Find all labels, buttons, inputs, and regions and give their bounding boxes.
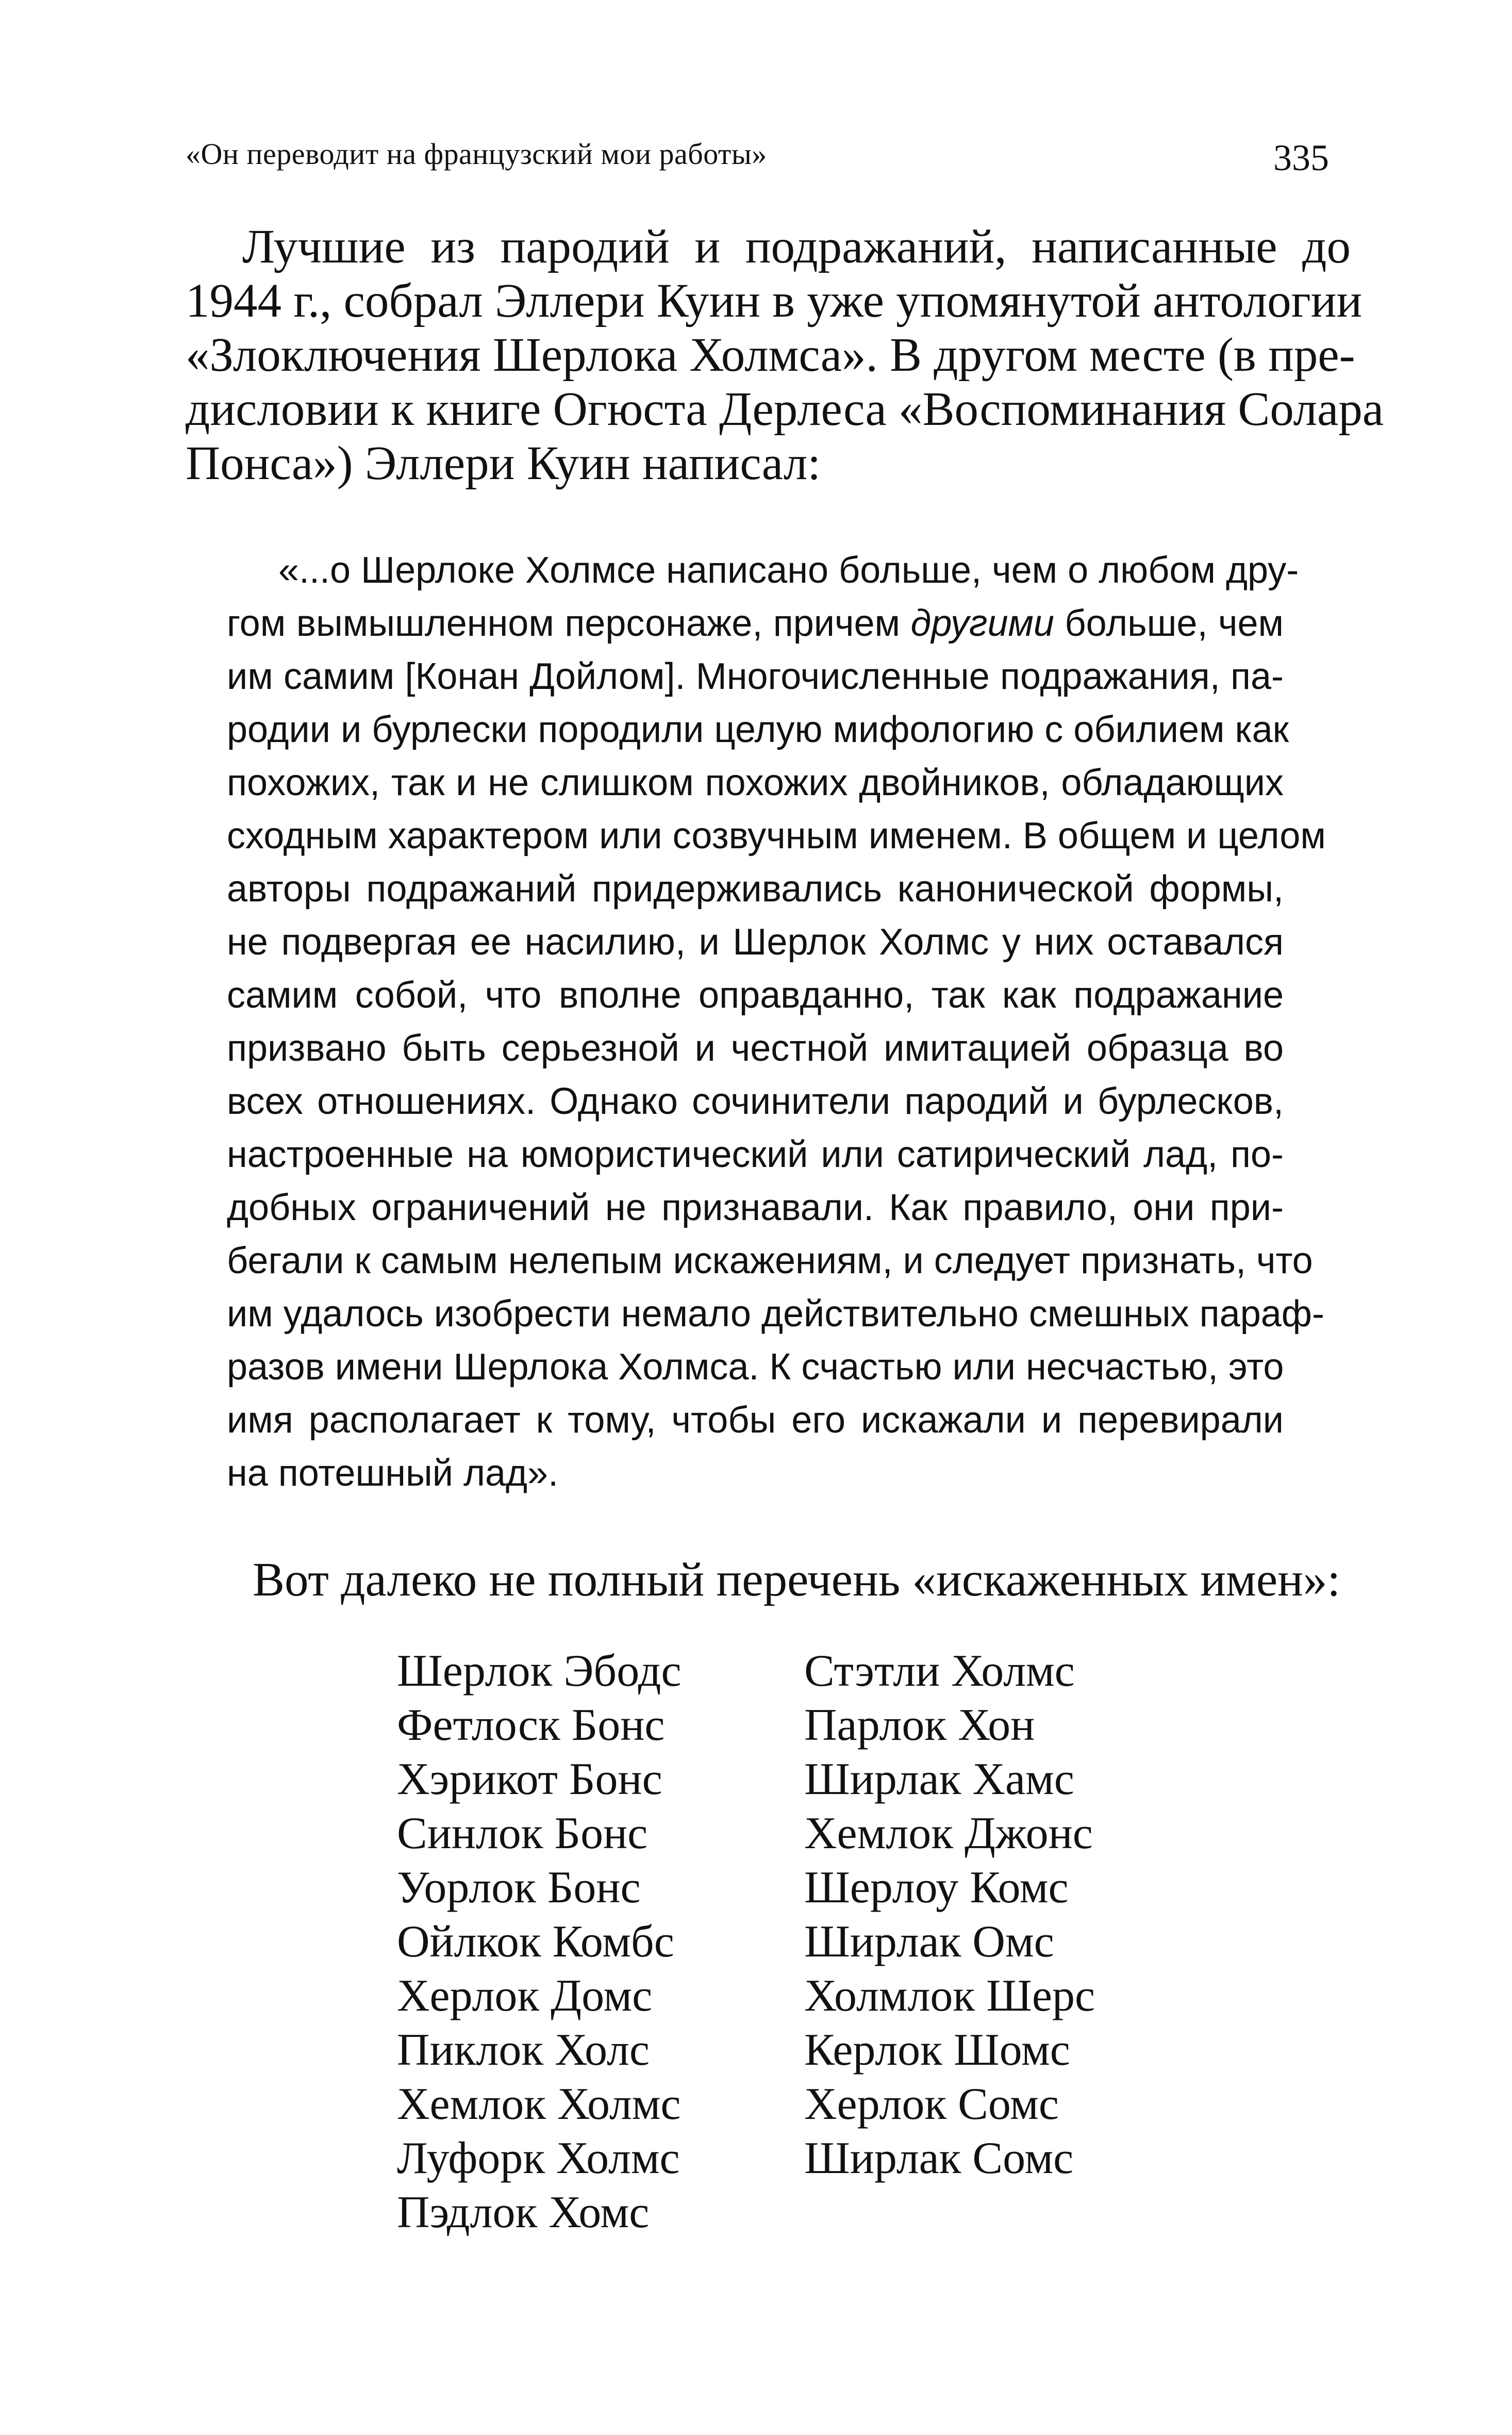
paragraph-line: дисловии к книге Огюста Дерлеса «Воспоминания Солара (186, 383, 1384, 436)
name-item: Стэтли Холмс (804, 1646, 1075, 1696)
running-title: «Он переводит на французский мои работы» (186, 137, 767, 171)
name-item: Ширлак Омс (804, 1917, 1054, 1967)
name-item: Шерлок Эбодс (397, 1646, 682, 1696)
quote-line: всех отношениях. Однако сочинители пародий и бурлесков, (227, 1081, 1284, 1122)
name-item: Синлок Бонс (397, 1808, 648, 1858)
quote-line: авторы подражаний придерживались канонической формы, (227, 868, 1284, 910)
quote-line: бегали к самым нелепым искажениям, и следует признать, что (227, 1240, 1313, 1281)
quote-line: им удалось изобрести немало действительно смешных параф- (227, 1293, 1324, 1335)
quote-line: похожих, так и не слишком похожих двойников, обладающих (227, 762, 1284, 803)
paragraph-line: 1944 г., собрал Эллери Куин в уже упомянутой антологии (186, 274, 1363, 327)
name-item: Пиклок Холс (397, 2025, 650, 2075)
page-number: 335 (1273, 137, 1329, 178)
quote-line: добных ограничений не признавали. Как правило, они при- (227, 1187, 1284, 1228)
quote-line: родии и бурлески породили целую мифологию с обилием как (227, 709, 1289, 750)
quote-line: самим собой, что вполне оправданно, так как подражание (227, 975, 1284, 1016)
name-item: Херлок Домс (397, 1971, 653, 2021)
quote-line: призвано быть серьезной и честной имитацией образца во (227, 1028, 1284, 1069)
name-item: Хемлок Джонс (804, 1808, 1093, 1858)
name-item: Хемлок Холмс (397, 2079, 681, 2129)
name-item: Ойлкок Комбс (397, 1917, 674, 1967)
quote-line: имя располагает к тому, чтобы его искажали и перевирали (227, 1400, 1284, 1441)
name-item: Керлок Шомс (804, 2025, 1070, 2075)
paragraph-line: «Злоключения Шерлока Холмса». В другом месте (в пре- (186, 328, 1355, 382)
quote-line: «...о Шерлоке Холмсе написано больше, чем о любом дру- (278, 550, 1299, 591)
quote-line: на потешный лад». (227, 1453, 559, 1494)
paragraph-line: Понса») Эллери Куин написал: (186, 437, 821, 490)
name-item: Пэдлок Хомс (397, 2187, 650, 2237)
quote-line: настроенные на юмористический или сатирический лад, по- (227, 1134, 1284, 1175)
quote-line: разов имени Шерлока Холмса. К счастью или несчастью, это (227, 1346, 1284, 1388)
quote-line: им самим [Конан Дойлом]. Многочисленные подражания, па- (227, 656, 1284, 697)
name-item: Хэрикот Бонс (397, 1754, 662, 1804)
list-intro: Вот далеко не полный перечень «искаженных имен»: (253, 1553, 1341, 1606)
name-item: Фетлоск Бонс (397, 1700, 665, 1750)
name-item: Ширлак Хамс (804, 1754, 1074, 1804)
name-item: Херлок Сомс (804, 2079, 1059, 2129)
name-item: Луфорк Холмс (397, 2133, 680, 2183)
quote-line: сходным характером или созвучным именем. В общем и целом (227, 815, 1326, 857)
quote-text: больше, чем (1054, 603, 1284, 644)
paragraph-line: Лучшие из пародий и подражаний, написанные до (242, 220, 1351, 273)
name-item: Холмлок Шерс (804, 1971, 1095, 2021)
quote-emphasis: другими (910, 603, 1054, 644)
name-item: Шерлоу Комс (804, 1863, 1069, 1913)
name-item: Уорлок Бонс (397, 1863, 641, 1913)
quote-line: не подвергая ее насилию, и Шерлок Холмс у них оставался (227, 922, 1284, 963)
quote-line (227, 602, 1284, 645)
name-item: Парлок Хон (804, 1700, 1035, 1750)
quote-text: гом вымышленном персонаже, причем (227, 603, 911, 644)
name-item: Ширлак Сомс (804, 2133, 1074, 2183)
